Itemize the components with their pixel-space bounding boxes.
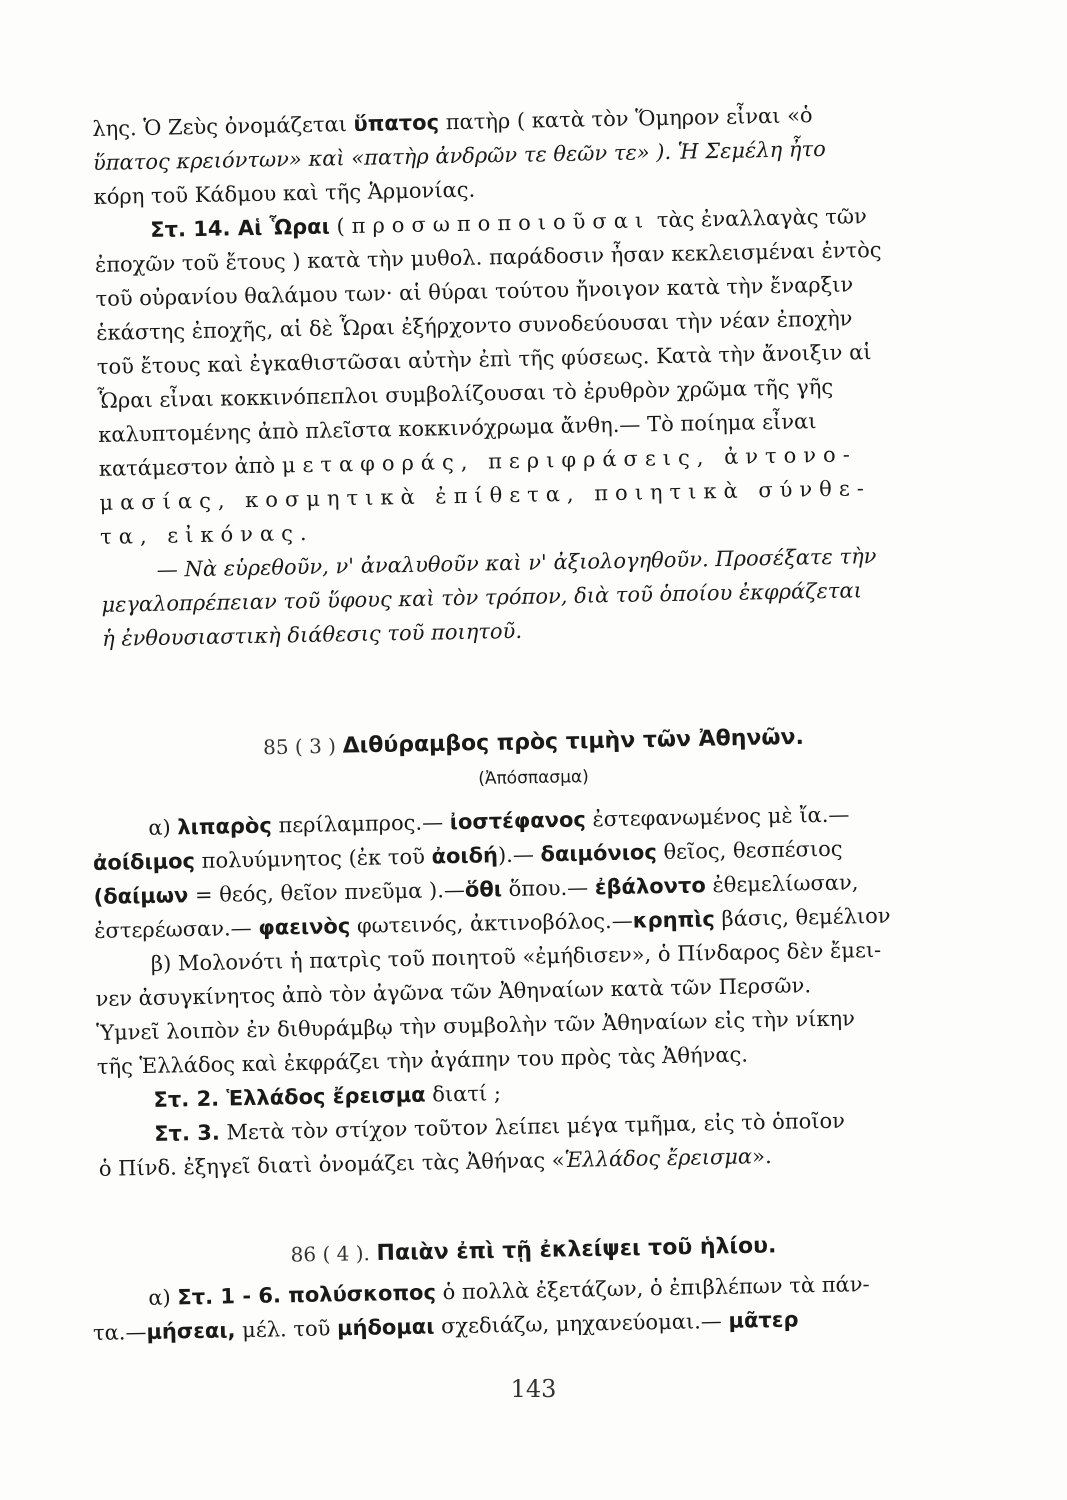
text-line: ἀοίδιμος πολυύμνητος (ἐκ τοῦ ἀοιδή).— δαιμόνιος θεῖος, θεσπέσιος — [92, 836, 843, 875]
text-line: τῆς Ἑλλάδος καὶ ἐκφράζει τὴν ἀγάπην του πρὸς τὰς Ἀθήνας. — [96, 1042, 749, 1079]
text-line: τα.—μήσεαι, μέλ. τοῦ μήδομαι σχεδιάζω, μηχανεύομαι.— μᾶτερ — [92, 1307, 799, 1345]
text-line: ὕπατος κρειόντων» καὶ «πατὴρ ἀνδρῶν τε θεῶν τε» ). Ἡ Σεμέλη ἦτο — [92, 136, 826, 175]
top-text-block — [92, 95, 970, 656]
text-line: (δαίμων = θεός, θεῖον πνεῦμα ).—ὅθι ὅπου.— ἐβάλοντο ἐθεμελίωσαν, — [93, 870, 859, 909]
section-number: 86 ( 4 ). — [290, 1241, 371, 1267]
text-line: καλυπτομένης ἀπὸ πλεῖστα κοκκινόχρωμα ἄνθη.— Τὸ ποίημα εἶναι — [97, 409, 817, 447]
section-85-heading — [0, 720, 1067, 765]
section-85-notes — [92, 795, 967, 1186]
text-line: Ὧραι εἶναι κοκκινόπεπλοι συμβολίζουσαι τὸ ἐρυθρὸν χρῶμα τῆς γῆς — [97, 374, 834, 413]
text-line: Στ. 2. Ἑλλάδος ἔρεισμα διατί ; — [153, 1081, 502, 1112]
text-line: Στ. 3. Μετὰ τὸν στίχον τοῦτον λείπει μέγα τμῆμα, εἰς τὸ ὁποῖον — [153, 1108, 846, 1146]
text-line: ὁ Πίνδ. ἐξηγεῖ διατὶ ὀνομάζει τὰς Ἀθήνας «Ἑλλάδος ἔρεισμα». — [98, 1144, 772, 1181]
text-line: ἐστερέωσαν.— φαεινὸς φωτεινός, ἀκτινοβόλος.—κρηπὶς βάσις, θεμέλιον — [94, 903, 891, 943]
text-line: κατάμεστον ἀπὸ μεταφοράς, περιφράσεις, ἀντονο- — [98, 442, 858, 481]
text-line: Ὑμνεῖ λοιπὸν ἐν διθυράμβῳ τὴν συμβολὴν τῶν Ἀθηναίων εἰς τὴν νίκην — [96, 1006, 856, 1045]
page-number: 143 — [510, 1375, 557, 1403]
section-title: Παιὰν ἐπὶ τῇ ἐκλείψει τοῦ ἡλίου. — [376, 1233, 777, 1267]
text-line: Στ. 14. Αἱ Ὧραι (προσωποποιοῦσαι τὰς ἐναλλαγὰς τῶν — [150, 204, 867, 242]
text-line: ἑκάστης ἐποχῆς, αἱ δὲ Ὧραι ἐξήρχοντο συνοδεύουσαι τὴν νέαν ἐποχὴν — [96, 306, 853, 345]
text-line: τοῦ οὐρανίου θαλάμου των· αἱ θύραι τούτου ἤνοιγον κατὰ τὴν ἔναρξιν — [95, 272, 854, 311]
text-line: κόρη τοῦ Κάδμου καὶ τῆς Ἁρμονίας. — [93, 177, 476, 209]
text-line: λης. Ὁ Ζεὺς ὀνομάζεται ὕπατος πατὴρ ( κατὰ τὸν Ὅμηρον εἶναι «ὁ — [92, 103, 813, 141]
text-line: α) λιπαρὸς περίλαμπρος.— ἰοστέφανος ἐστεφανωμένος μὲ ἴα.— — [148, 802, 850, 840]
text-line: ἐποχῶν τοῦ ἔτους ) κατὰ τὴν μυθολ. παράδοσιν ἦσαν κεκλεισμέναι ἐντὸς — [94, 237, 882, 277]
text-line: ἡ ἐνθουσιαστικὴ διάθεσις τοῦ ποιητοῦ. — [101, 618, 523, 651]
section-86-notes — [92, 1265, 961, 1350]
text-line: μεγαλοπρέπειαν τοῦ ὕφους καὶ τὸν τρόπον, διὰ τοῦ ὁποίου ἐκφράζεται — [101, 578, 863, 617]
text-line: — Νὰ εὑρεθοῦν, ν' ἀναλυθοῦν καὶ ν' ἀξιολογηθοῦν. Προσέξατε τὴν — [156, 544, 877, 582]
section-85-subtitle: (Ἀπόσπασμα) — [478, 767, 589, 789]
text-line: β) Μολονότι ἡ πατρὶς τοῦ ποιητοῦ «ἐμήδισεν», ὁ Πίνδαρος δὲν ἔμει- — [150, 937, 882, 976]
text-line: τοῦ ἔτους καὶ ἐγκαθιστῶσαι αὐτὴν ἐπὶ τῆς φύσεως. Κατὰ τὴν ἄνοιξιν αἱ — [96, 340, 872, 379]
text-line: τα, εἰκόνας. — [99, 520, 314, 549]
text-line: α) Στ. 1 - 6. πολύσκοπος ὁ πολλὰ ἐξετάζων, ὁ ἐπιβλέπων τὰ πάν- — [148, 1272, 870, 1310]
section-number: 85 ( 3 ) — [262, 733, 337, 760]
text-line: μασίας, κοσμητικὰ ἐπίθετα, ποιητικὰ σύνθε- — [99, 476, 872, 515]
text-line: νεν ἀσυγκίνητος ἀπὸ τὸν ἀγῶνα τῶν Ἀθηναίων κατὰ τῶν Περσῶν. — [95, 973, 812, 1011]
section-title: Διθύραμβος πρὸς τιμὴν τῶν Ἀθηνῶν. — [342, 724, 805, 759]
